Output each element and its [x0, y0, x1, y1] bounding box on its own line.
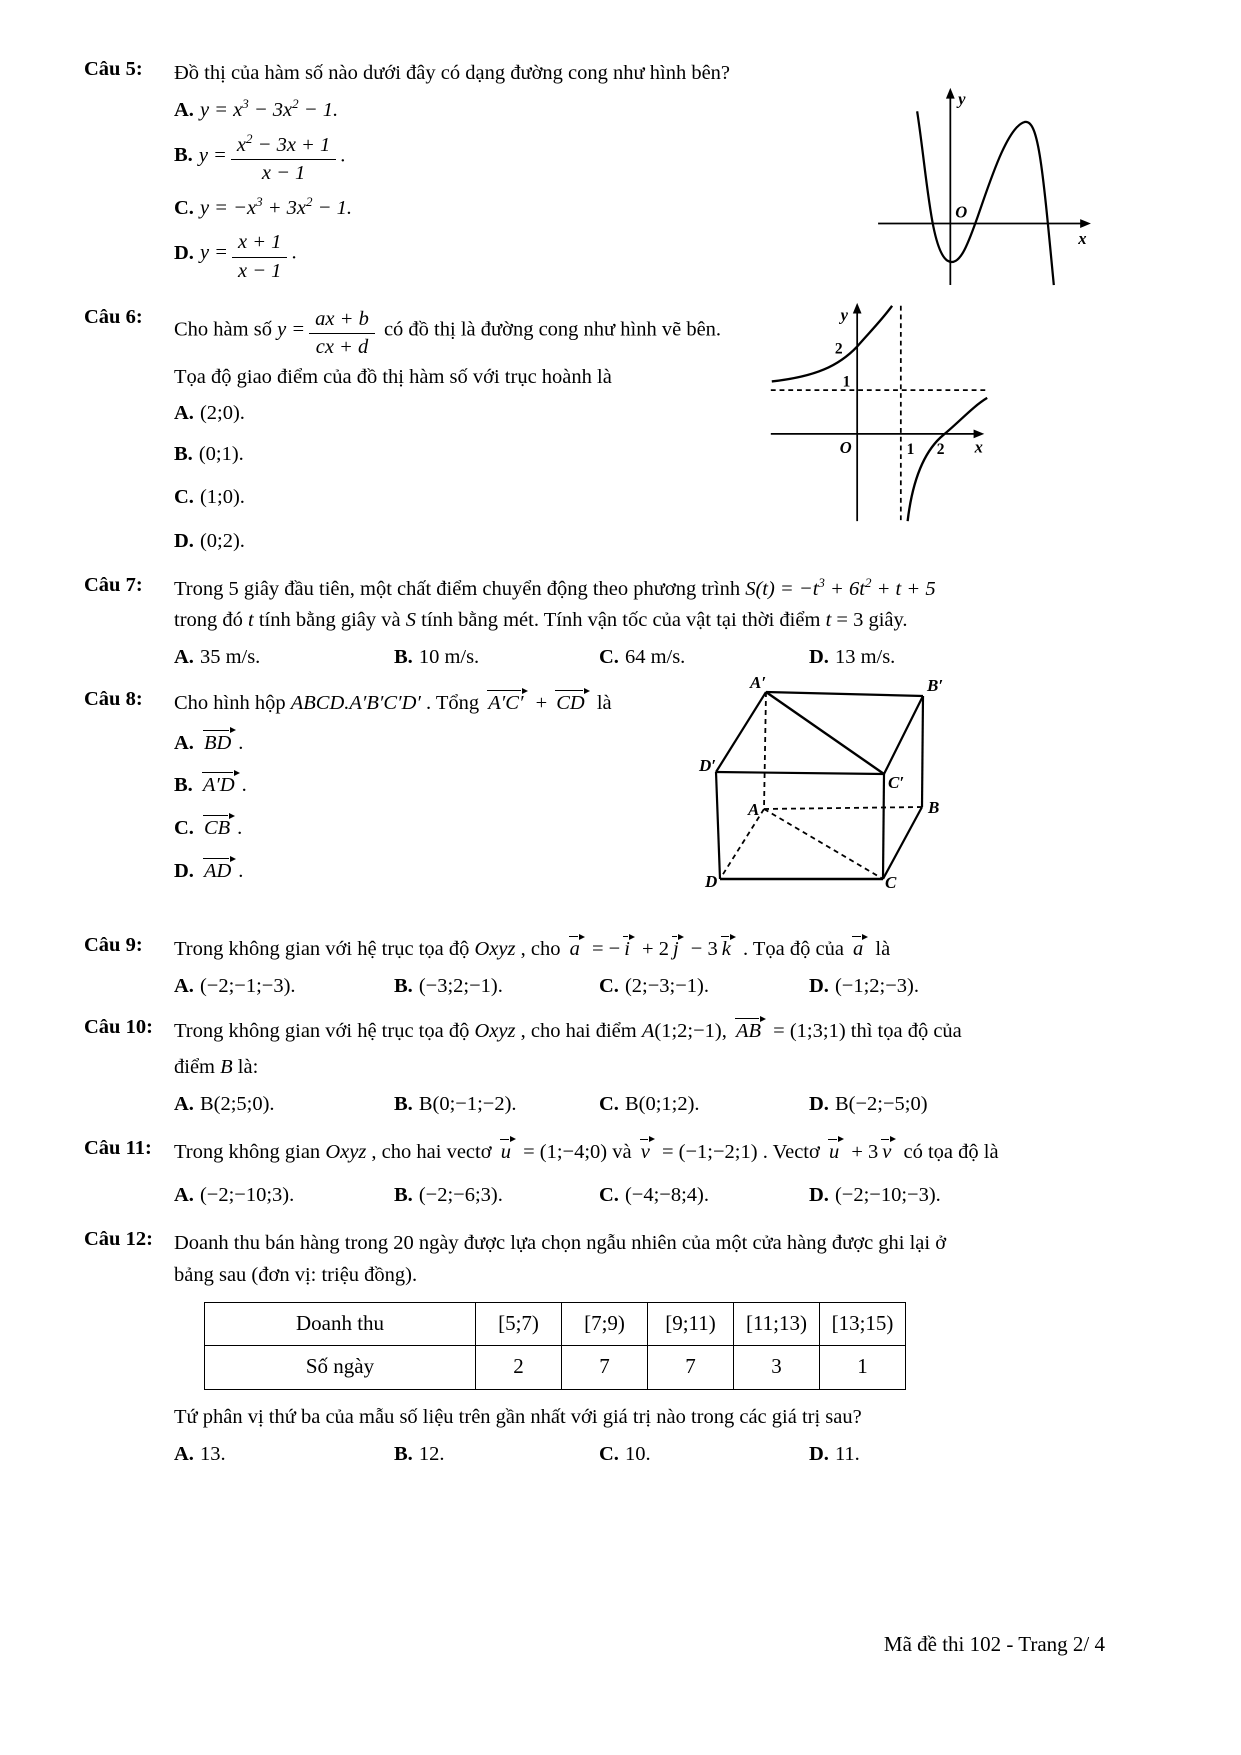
vertex-label-d: D [705, 871, 718, 889]
question-5 [0, 58, 1241, 286]
table-cell-count: 1 [820, 1346, 906, 1390]
math-text: − 3x + 1 [252, 133, 331, 156]
question-11-stem [174, 1137, 1121, 1169]
hyperbola-figure [765, 298, 993, 526]
question-5-label: Câu 5: [84, 58, 143, 80]
question-12-stem [174, 1228, 1121, 1260]
question-8-option-c [174, 813, 681, 845]
question-6 [0, 306, 1241, 558]
option-text: (−2;−1;−3). [199, 974, 296, 997]
option-letter: D. [174, 859, 194, 882]
stem-text: Trong không gian với hệ trục tọa độ [174, 937, 475, 960]
vertex-label-c: C [885, 872, 897, 889]
option-letter: D. [809, 1092, 829, 1115]
math-text: − 3 [685, 937, 718, 960]
edge-a1-b1 [766, 692, 923, 696]
question-10-option-d [809, 1089, 1121, 1121]
vector-symbol: v [880, 1138, 895, 1164]
question-10-stem [174, 1016, 1121, 1048]
math-var: Oxyz [474, 937, 516, 960]
option-letter: D. [174, 241, 194, 264]
question-9-option-d [809, 971, 1121, 1003]
option-letter: C. [174, 817, 194, 840]
x-axis-arrow-icon [1080, 219, 1091, 228]
question-7-label: Câu 7: [84, 573, 143, 596]
edge-d1-c1 [716, 772, 884, 774]
stem-text: Trong không gian [174, 1140, 326, 1163]
stem-text: tính bằng giây và [253, 609, 406, 632]
math-exponent: 2 [306, 193, 313, 209]
option-text: 10. [624, 1442, 651, 1465]
option-text: 12. [418, 1442, 445, 1465]
question-8-stem [174, 688, 681, 720]
math-formula [199, 95, 339, 121]
option-letter: A. [174, 1184, 194, 1207]
question-10-option-c [599, 1089, 809, 1121]
option-text: (−2;−6;3). [418, 1184, 503, 1207]
math-text: y = [277, 318, 306, 341]
math-var: t [825, 609, 832, 632]
stem-text: bảng sau (đơn vị: triệu đồng). [174, 1263, 418, 1286]
vector-symbol: a [851, 935, 867, 961]
vertex-label-a-prime: A′ [750, 673, 767, 692]
fraction-numerator: ax + b [309, 308, 375, 335]
option-letter: B. [174, 144, 193, 167]
stem-text: Cho hàm số [174, 318, 272, 341]
edge-c1-c [883, 774, 884, 879]
stem-text: Cho hình hộp [174, 691, 291, 714]
hyperbola-left-branch [772, 305, 892, 381]
option-letter: C. [174, 485, 194, 508]
stem-text: . Tổng [420, 691, 485, 714]
math-var: ABCD.A′B′C′D′ [290, 691, 421, 714]
hidden-edge-a-b [764, 807, 922, 809]
y-axis-label: y [840, 304, 849, 324]
math-exponent: 3 [242, 95, 249, 111]
question-7-stem [174, 574, 1121, 606]
stem-text: tính bằng mét. Tính vận tốc của vật tại thời điểm [416, 609, 826, 632]
question-12-options [174, 1439, 1121, 1471]
stem-text: = (1;3;1) thì tọa độ của [768, 1020, 962, 1043]
y-axis-arrow-icon [853, 302, 862, 313]
x-axis-label: x [1078, 229, 1087, 249]
vector-symbol: BD [202, 729, 235, 755]
question-10-option-b [394, 1089, 599, 1121]
option-letter: B. [394, 974, 413, 997]
table-row-days [205, 1346, 906, 1390]
option-letter: B. [394, 1184, 413, 1207]
question-12-option-c [599, 1439, 809, 1471]
option-letter: C. [599, 1184, 619, 1207]
option-text: 13 m/s. [834, 646, 896, 669]
edge-b1-b [922, 696, 923, 807]
stem-text: có đồ thị là đường cong như hình vẽ bên. [383, 318, 722, 341]
stem-text: , cho hai điểm [515, 1020, 642, 1043]
vector-symbol: A′C′ [486, 689, 527, 715]
question-10-stem-2 [174, 1052, 1121, 1084]
math-text: S(t) = −t [745, 577, 819, 600]
math-text: + 3x [262, 196, 306, 219]
vector-symbol: CB [202, 814, 234, 840]
option-letter: C. [599, 974, 619, 997]
table-cell-bin: [7;9) [562, 1302, 648, 1346]
question-11-option-b [394, 1180, 599, 1212]
fraction-denominator: x − 1 [238, 259, 282, 282]
question-8-label: Câu 8: [84, 687, 143, 710]
question-7-option-b [394, 642, 599, 674]
option-text: 10 m/s. [418, 646, 480, 669]
edge-b-c [883, 807, 922, 879]
question-11-options [174, 1180, 1121, 1212]
y-tick-1: 1 [842, 372, 851, 390]
question-9-options [174, 971, 1121, 1003]
math-text: + t + 5 [871, 577, 936, 600]
option-text: (−2;−10;3). [199, 1184, 295, 1207]
fraction-denominator: x − 1 [261, 162, 306, 185]
question-12-label: Câu 12: [84, 1228, 153, 1251]
cubic-curve [917, 111, 1054, 285]
math-exponent: 2 [292, 95, 299, 111]
page-footer-text: Mã đề thi 102 - Trang 2/ 4 [883, 1632, 1105, 1656]
math-text: . [291, 241, 297, 264]
diagonal-a1-c1 [766, 692, 884, 774]
stem-text: Tọa độ giao điểm của đồ thị hàm số với trục hoành là [174, 365, 612, 388]
stem-text: , cho [515, 937, 566, 960]
math-var: t [248, 609, 254, 632]
table-cell-bin: [9;11) [648, 1302, 734, 1346]
stem-text: là: [232, 1056, 259, 1079]
option-text: (2;−3;−1). [624, 974, 709, 997]
math-text: y = [199, 241, 228, 264]
table-cell-count: 7 [562, 1346, 648, 1390]
math-text: = (1;−4;0) [517, 1140, 608, 1163]
option-text: . [238, 859, 244, 882]
stem-text: Đồ thị của hàm số nào dưới đây có dạng đường cong như hình bên? [174, 62, 731, 84]
question-12-option-a [174, 1439, 394, 1471]
option-letter: A. [174, 1092, 194, 1115]
math-var: Oxyz [474, 1020, 516, 1043]
math-formula [745, 574, 936, 600]
option-letter: D. [809, 646, 829, 669]
math-text: = − [586, 937, 621, 960]
fraction-numerator [231, 130, 336, 161]
table-cell-count: 2 [476, 1346, 562, 1390]
vector-symbol: A′D [201, 771, 239, 797]
origin-label: O [955, 202, 968, 222]
option-text: (2;0). [199, 402, 245, 425]
stem-text: Trong không gian với hệ trục tọa độ [174, 1020, 475, 1043]
fraction-numerator: x + 1 [232, 231, 287, 258]
vector-symbol: u [499, 1138, 515, 1164]
question-11-label: Câu 11: [84, 1136, 152, 1159]
vector-symbol: AB [734, 1017, 765, 1043]
question-12-option-d [809, 1439, 1121, 1471]
question-7 [0, 574, 1241, 674]
question-8-option-a [174, 728, 681, 760]
option-letter: A. [174, 646, 194, 669]
edge-d1-d [716, 772, 720, 879]
question-9 [0, 934, 1241, 1003]
math-exponent: 3 [256, 193, 263, 209]
hidden-diagonal-a-c [764, 809, 883, 879]
hyperbola-right-branch [908, 397, 988, 520]
question-7-options [174, 642, 1121, 674]
edge-d1-a1 [716, 692, 766, 772]
math-text: + 3 [846, 1140, 879, 1163]
vertex-label-b: B [928, 797, 940, 817]
question-7-option-d [809, 642, 1121, 674]
option-letter: A. [174, 402, 194, 425]
option-letter: D. [809, 1442, 829, 1465]
vertex-label-d-prime: D′ [699, 755, 717, 775]
y-axis-label: y [958, 89, 966, 109]
math-text: y = [198, 144, 227, 167]
fraction-denominator: cx + d [315, 336, 369, 359]
question-10-label: Câu 10: [84, 1016, 153, 1039]
math-text: − 1. [298, 98, 339, 121]
question-12 [0, 1228, 1241, 1470]
vector-symbol: i [622, 935, 634, 961]
vector-symbol: j [671, 935, 683, 961]
option-letter: B. [174, 774, 193, 797]
option-letter: C. [599, 1092, 619, 1115]
stem-text: , cho hai vectơ [366, 1140, 497, 1163]
question-12-stem-2 [174, 1260, 1121, 1292]
question-7-option-a [174, 642, 394, 674]
question-9-option-a [174, 971, 394, 1003]
question-7-option-c [599, 642, 809, 674]
option-letter: C. [599, 646, 619, 669]
question-8-option-d [174, 856, 681, 888]
question-11-option-a [174, 1180, 394, 1212]
cubic-curve-figure [872, 82, 1097, 287]
math-text: − 3x [248, 98, 293, 121]
math-formula [199, 193, 352, 219]
fraction [232, 231, 287, 283]
hidden-edge-a1-a [764, 692, 766, 809]
option-letter: D. [809, 1184, 829, 1207]
y-axis-arrow-icon [946, 88, 955, 99]
table-cell-bin: [5;7) [476, 1302, 562, 1346]
option-letter: D. [174, 529, 194, 552]
option-letter: B. [394, 1092, 413, 1115]
option-letter: A. [174, 98, 194, 121]
option-text: . [237, 817, 243, 840]
option-text: B(−2;−5;0) [834, 1092, 928, 1115]
option-text: 64 m/s. [624, 646, 686, 669]
vector-symbol: AD [202, 857, 235, 883]
question-9-label: Câu 9: [84, 933, 143, 956]
option-text: B(2;5;0). [199, 1092, 275, 1115]
option-letter: C. [174, 196, 194, 219]
option-text: (0;2). [199, 529, 245, 552]
stem-text: và [607, 1140, 637, 1163]
question-10-options [174, 1089, 1121, 1121]
edge-c1-b1 [884, 696, 923, 774]
option-text: (−2;−10;−3). [834, 1184, 941, 1207]
stem-text: Tứ phân vị thứ ba của mẫu số liệu trên gần nhất với giá trị nào trong các giá trị sau? [174, 1405, 862, 1428]
math-text: y = x [199, 98, 243, 121]
stem-text: có tọa độ là [898, 1140, 999, 1163]
math-text: (1;2;−1), [654, 1020, 732, 1043]
math-exponent: 2 [864, 574, 872, 590]
math-text: = (−1;−2;1) [656, 1140, 758, 1163]
table-header-days: Số ngày [205, 1346, 476, 1390]
vertex-label-c-prime: C′ [888, 772, 905, 792]
x-tick-2: 2 [936, 440, 945, 458]
stem-text: Trong 5 giây đầu tiên, một chất điểm chuyển động theo phương trình [174, 577, 741, 600]
option-text: . [241, 774, 247, 797]
table-cell-bin: [11;13) [734, 1302, 820, 1346]
option-letter: A. [174, 1442, 194, 1465]
table-cell-count: 3 [734, 1346, 820, 1390]
question-9-option-c [599, 971, 809, 1003]
question-10 [0, 1016, 1241, 1120]
math-text: + 2 [636, 937, 669, 960]
math-var: Oxyz [325, 1140, 367, 1163]
option-text: B(0;−1;−2). [418, 1092, 517, 1115]
question-8 [0, 673, 1241, 890]
math-text: x [236, 133, 246, 156]
question-12-stem-3 [174, 1402, 1121, 1434]
x-tick-1: 1 [906, 440, 915, 458]
option-text: (0;1). [198, 443, 244, 466]
vector-symbol: k [720, 935, 735, 961]
vector-symbol: v [639, 1138, 654, 1164]
stem-text: là [591, 691, 612, 714]
vertex-label-a: A [748, 799, 760, 819]
x-axis-label: x [974, 436, 983, 456]
option-letter: B. [394, 1442, 413, 1465]
vector-symbol: CD [554, 689, 588, 715]
option-text: B(0;1;2). [624, 1092, 700, 1115]
fraction [231, 130, 336, 186]
vector-symbol: a [568, 935, 584, 961]
origin-label: O [839, 437, 852, 457]
vector-symbol: u [827, 1138, 843, 1164]
fraction [309, 308, 375, 360]
table-header-revenue: Doanh thu [205, 1302, 476, 1346]
stem-text: là [870, 937, 891, 960]
question-12-option-b [394, 1439, 599, 1471]
parallelepiped-figure [698, 674, 943, 889]
math-exponent: 3 [818, 574, 825, 590]
question-11-option-c [599, 1180, 809, 1212]
option-letter: A. [174, 731, 194, 754]
question-11-option-d [809, 1180, 1121, 1212]
stem-text: . Vectơ [757, 1140, 825, 1163]
table-row-revenue [205, 1302, 906, 1346]
math-var: A [641, 1020, 655, 1043]
option-text: (1;0). [199, 485, 245, 508]
revenue-table [204, 1302, 906, 1390]
math-text: − 1. [312, 196, 352, 219]
question-9-option-b [394, 971, 599, 1003]
option-text: (−4;−8;4). [624, 1184, 709, 1207]
option-letter: A. [174, 974, 194, 997]
question-8-option-b [174, 770, 681, 802]
option-text: 11. [834, 1442, 860, 1465]
option-letter: B. [174, 443, 193, 466]
option-text: (−1;2;−3). [834, 974, 919, 997]
table-cell-count: 7 [648, 1346, 734, 1390]
vertex-label-b-prime: B′ [927, 675, 943, 695]
page-footer [884, 1632, 1105, 1657]
option-text: . [238, 731, 244, 754]
option-text: 35 m/s. [199, 646, 261, 669]
table-cell-bin: [13;15) [820, 1302, 906, 1346]
hidden-edge-a-d [720, 809, 764, 879]
question-10-option-a [174, 1089, 394, 1121]
stem-text: điểm [174, 1056, 221, 1079]
question-6-option-d [174, 526, 941, 558]
stem-text: . Tọa độ của [737, 937, 850, 960]
math-text: + 6t [824, 577, 865, 600]
option-letter: C. [599, 1442, 619, 1465]
question-7-stem-2 [174, 605, 1121, 637]
y-tick-2: 2 [834, 339, 843, 357]
math-exponent: 2 [245, 130, 253, 146]
stem-text: + [530, 691, 553, 714]
stem-text: Doanh thu bán hàng trong 20 ngày được lựa chọn ngẫu nhiên của một cửa hàng được ghi lại ở [174, 1232, 947, 1255]
question-11 [0, 1137, 1241, 1213]
question-9-stem [174, 934, 1121, 966]
question-6-label: Câu 6: [84, 305, 143, 328]
stem-text: trong đó [174, 609, 249, 632]
math-text: y = −x [199, 196, 257, 219]
math-var: S [405, 609, 416, 632]
math-var: B [220, 1056, 233, 1079]
option-letter: D. [809, 974, 829, 997]
option-text: 13. [199, 1442, 226, 1465]
option-letter: B. [394, 646, 413, 669]
option-text: (−3;2;−1). [418, 974, 503, 997]
math-text: . [340, 144, 346, 167]
stem-text: = 3 giây. [831, 609, 908, 632]
